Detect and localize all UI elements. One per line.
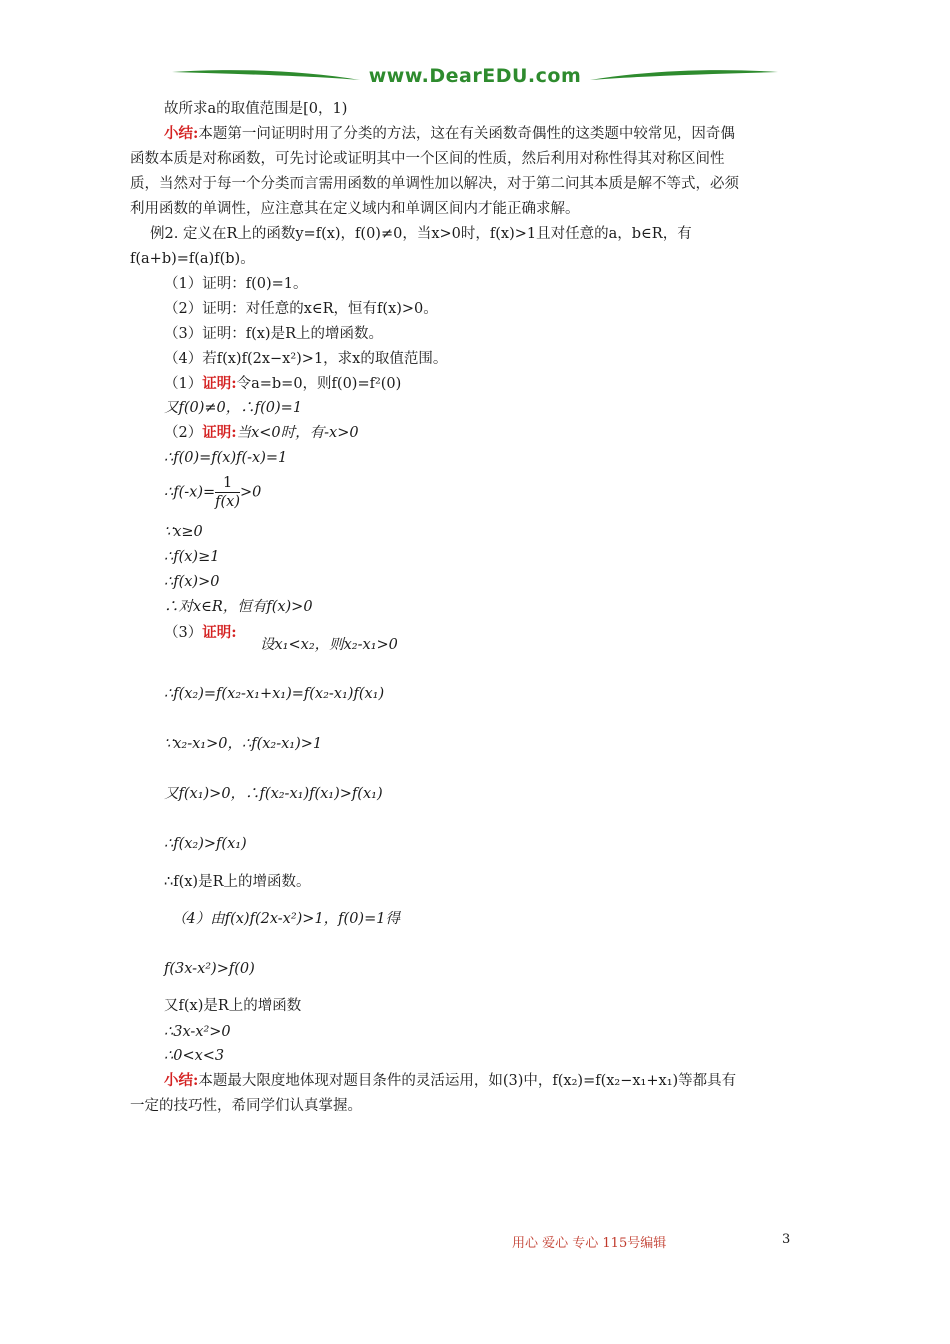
text-line: 故所求a的取值范围是[0，1) — [164, 101, 348, 117]
text-line: 一定的技巧性，希同学们认真掌握。 — [130, 1098, 362, 1114]
math-line: ∴f(x₂)>f(x₁) — [164, 836, 247, 852]
math-line: ∴3x-x²>0 — [164, 1024, 231, 1040]
math-text: ∴f(-x)= — [164, 484, 216, 501]
question-3: （3）证明：f(x)是R上的增函数。 — [164, 326, 383, 342]
text-line: f(a+b)=f(a)f(b)。 — [130, 251, 255, 267]
math-line: ∵x≥0 — [164, 524, 203, 540]
fraction — [215, 474, 240, 511]
proof-number: （2） — [164, 425, 203, 441]
math-line: ∴f(x)>0 — [164, 574, 220, 590]
fraction-numerator: 1 — [215, 474, 240, 493]
proof-label: 证明: — [202, 375, 237, 392]
text-line: 本题最大限度地体现对题目条件的灵活运用，如(3)中，f(x₂)=f(x₂−x₁+x₁)等都具有 — [198, 1073, 737, 1089]
text-line: ∴f(x)是R上的增函数。 — [164, 874, 311, 890]
math-line: ∵x₂-x₁>0，∴f(x₂-x₁)>1 — [164, 736, 323, 752]
math-line: 又f(x₁)>0，∴f(x₂-x₁)f(x₁)>f(x₁) — [164, 786, 383, 802]
proof-3-line — [164, 623, 237, 643]
math-text: 当x<0时，有-x>0 — [236, 425, 359, 441]
math-line: ∴f(x)≥1 — [164, 549, 220, 565]
site-header — [170, 62, 780, 96]
text-line: 函数本质是对称函数，可先讨论或证明其中一个区间的性质，然后利用对称性得其对称区间性 — [130, 151, 725, 167]
question-2: （2）证明：对任意的x∈R，恒有f(x)>0。 — [164, 301, 438, 317]
proof-number: （1） — [164, 376, 203, 392]
text-line: 本题第一问证明时用了分类的方法，这在有关函数奇偶性的这类题中较常见，因奇偶 — [198, 126, 735, 142]
math-line: f(3x-x²)>f(0) — [164, 961, 255, 977]
fraction-denominator: f(x) — [215, 494, 240, 510]
proof-1-line — [164, 374, 401, 394]
fraction-line — [164, 474, 261, 511]
question-4: （4）若f(x)f(2x−x²)>1，求x的取值范围。 — [164, 351, 448, 367]
proof-label: 证明: — [202, 424, 237, 441]
proof-2-line — [164, 423, 359, 443]
math-line: ∴f(x₂)=f(x₂-x₁+x₁)=f(x₂-x₁)f(x₁) — [164, 686, 385, 702]
summary-label: 小结: — [164, 1072, 199, 1089]
math-line: （4）由f(x)f(2x-x²)>1，f(0)=1得 — [172, 911, 400, 927]
math-line: 又f(0)≠0，∴f(0)=1 — [164, 400, 303, 416]
math-text: >0 — [240, 484, 262, 501]
question-1: （1）证明：f(0)=1。 — [164, 276, 308, 292]
footer-text: 用心 爱心 专心 115号编辑 — [512, 1236, 667, 1251]
math-line: ∴对x∈R，恒有f(x)>0 — [164, 599, 313, 615]
example-title: 例2. 定义在R上的函数y=f(x)，f(0)≠0，当x>0时，f(x)>1且对任意的a，b∈R，有 — [150, 226, 692, 242]
text-line: 质，当然对于每一个分类而言需用函数的单调性加以解决，对于第二问其本质是解不等式，必须 — [130, 176, 739, 192]
math-line: ∴f(0)=f(x)f(-x)=1 — [164, 450, 288, 466]
text-line: 又f(x)是R上的增函数 — [164, 998, 302, 1014]
page-number: 3 — [782, 1232, 791, 1247]
summary-paragraph-2 — [164, 1071, 736, 1091]
text-line: 利用函数的单调性，应注意其在定义域内和单调区间内才能正确求解。 — [130, 201, 580, 217]
summary-paragraph-1 — [164, 124, 735, 144]
text-line: 令a=b=0，则f(0)=f²(0) — [236, 376, 402, 392]
math-line: 设x₁<x₂，则x₂-x₁>0 — [260, 637, 398, 653]
proof-number: （3） — [164, 625, 203, 641]
site-name: www.DearEDU.com — [368, 65, 582, 87]
proof-label: 证明: — [202, 624, 237, 641]
summary-label: 小结: — [164, 125, 199, 142]
math-line: ∴0<x<3 — [164, 1048, 225, 1064]
